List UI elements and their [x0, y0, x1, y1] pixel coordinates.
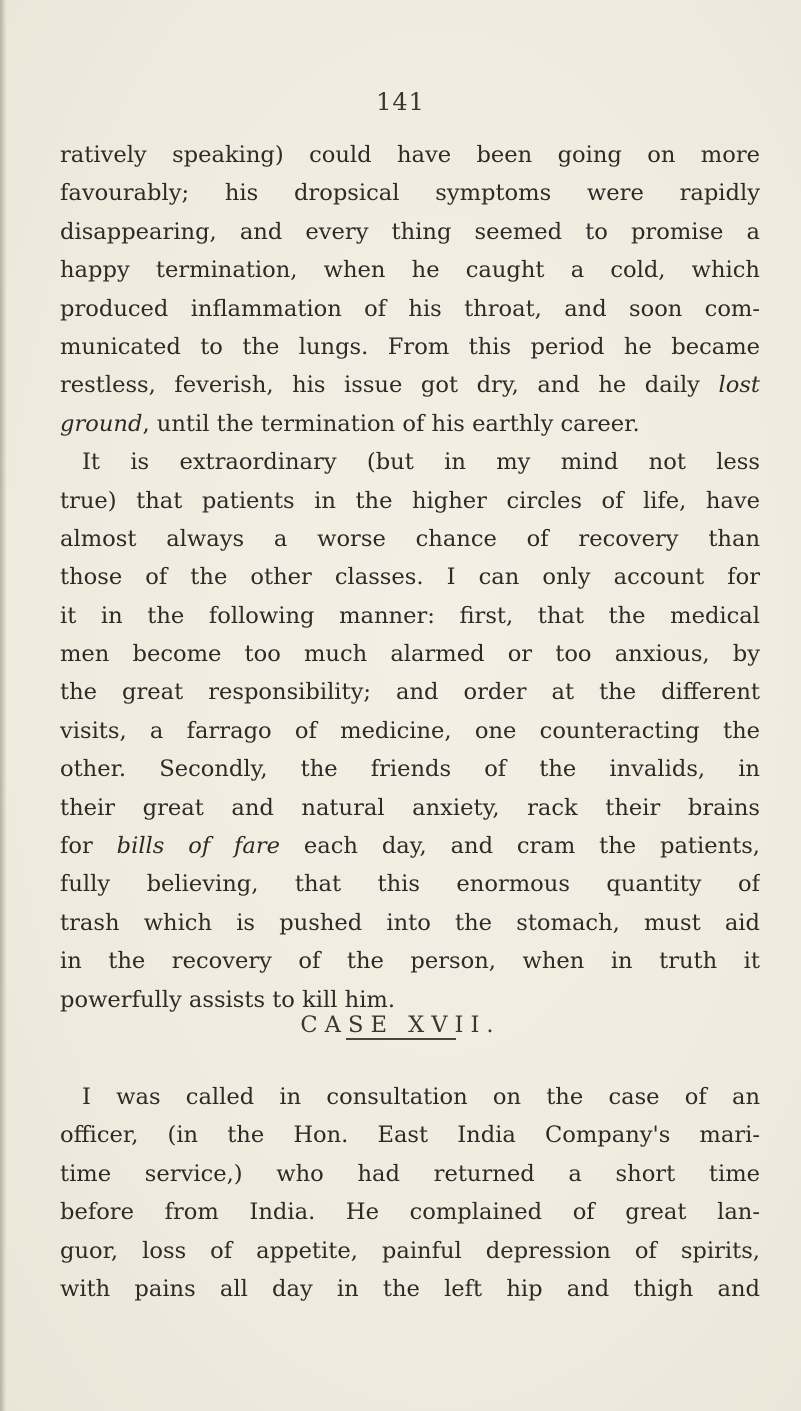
text-line: ratively speaking) could have been going on more [60, 142, 760, 168]
text-line: men become too much alarmed or too anxious, by [60, 641, 760, 668]
text-line: the great responsibility; and order at the different [60, 679, 760, 706]
paragraph-1 [60, 136, 760, 443]
text-fragment: for [60, 833, 117, 860]
text-fragment: each day, and cram the patients, [280, 833, 760, 860]
divider-line [346, 1038, 456, 1040]
text-line: with pains all day in the left hip and thigh and [60, 1275, 760, 1302]
text-line: it in the following manner: first, that the medical [60, 602, 760, 629]
page-number: 141 [376, 88, 425, 116]
text-line: disappearing, and every thing seemed to promise a [60, 218, 760, 245]
text-line: favourably; his dropsical symptoms were rapidly [60, 180, 760, 207]
text-line [60, 827, 760, 865]
text-line: in the recovery of the person, when in truth it [60, 948, 760, 975]
text-line [60, 405, 760, 443]
text-fragment: , until the termination of his earthly career. [142, 410, 640, 437]
text-line: guor, loss of appetite, painful depression of spirits, [60, 1237, 760, 1264]
text-line: trash which is pushed into the stomach, must aid [60, 909, 760, 936]
case-heading: CASE XVII. [300, 1012, 501, 1038]
paragraph-2 [60, 443, 760, 1019]
text-line: fully believing, that this enormous quantity of [60, 871, 760, 898]
text-block-top [60, 136, 760, 1019]
text-line: their great and natural anxiety, rack their brains [60, 794, 760, 821]
binding-edge [0, 0, 6, 1411]
italic-phrase: lost [718, 372, 760, 399]
text-line: visits, a farrago of medicine, one counteracting the [60, 717, 760, 744]
text-line: powerfully assists to kill him. [60, 986, 396, 1013]
italic-phrase: bills of fare [116, 833, 281, 860]
text-line: produced inflammation of his throat, and soon com- [60, 295, 760, 322]
text-line: happy termination, when he caught a cold, which [60, 257, 760, 284]
text-line: almost always a worse chance of recovery than [60, 525, 760, 552]
text-line: true) that patients in the higher circles of life, have [60, 487, 760, 514]
text-line: before from India. He complained of great lan- [60, 1199, 760, 1226]
text-line: time service,) who had returned a short time [60, 1160, 760, 1187]
text-line: those of the other classes. I can only account for [60, 564, 760, 591]
italic-phrase: ground [60, 410, 143, 437]
text-line: I was called in consultation on the case of an [82, 1084, 760, 1110]
text-line: officer, (in the Hon. East India Company's mari- [60, 1122, 760, 1149]
text-line: other. Secondly, the friends of the invalids, in [60, 756, 760, 783]
text-block-bottom [60, 1078, 760, 1308]
paragraph-3 [60, 1078, 760, 1308]
text-line: It is extraordinary (but in my mind not less [82, 449, 760, 476]
text-line [60, 366, 760, 404]
section-divider [0, 1050, 801, 1053]
text-line: municated to the lungs. From this period he became [60, 333, 760, 360]
text-fragment: restless, feverish, his issue got dry, and he daily [60, 372, 719, 399]
